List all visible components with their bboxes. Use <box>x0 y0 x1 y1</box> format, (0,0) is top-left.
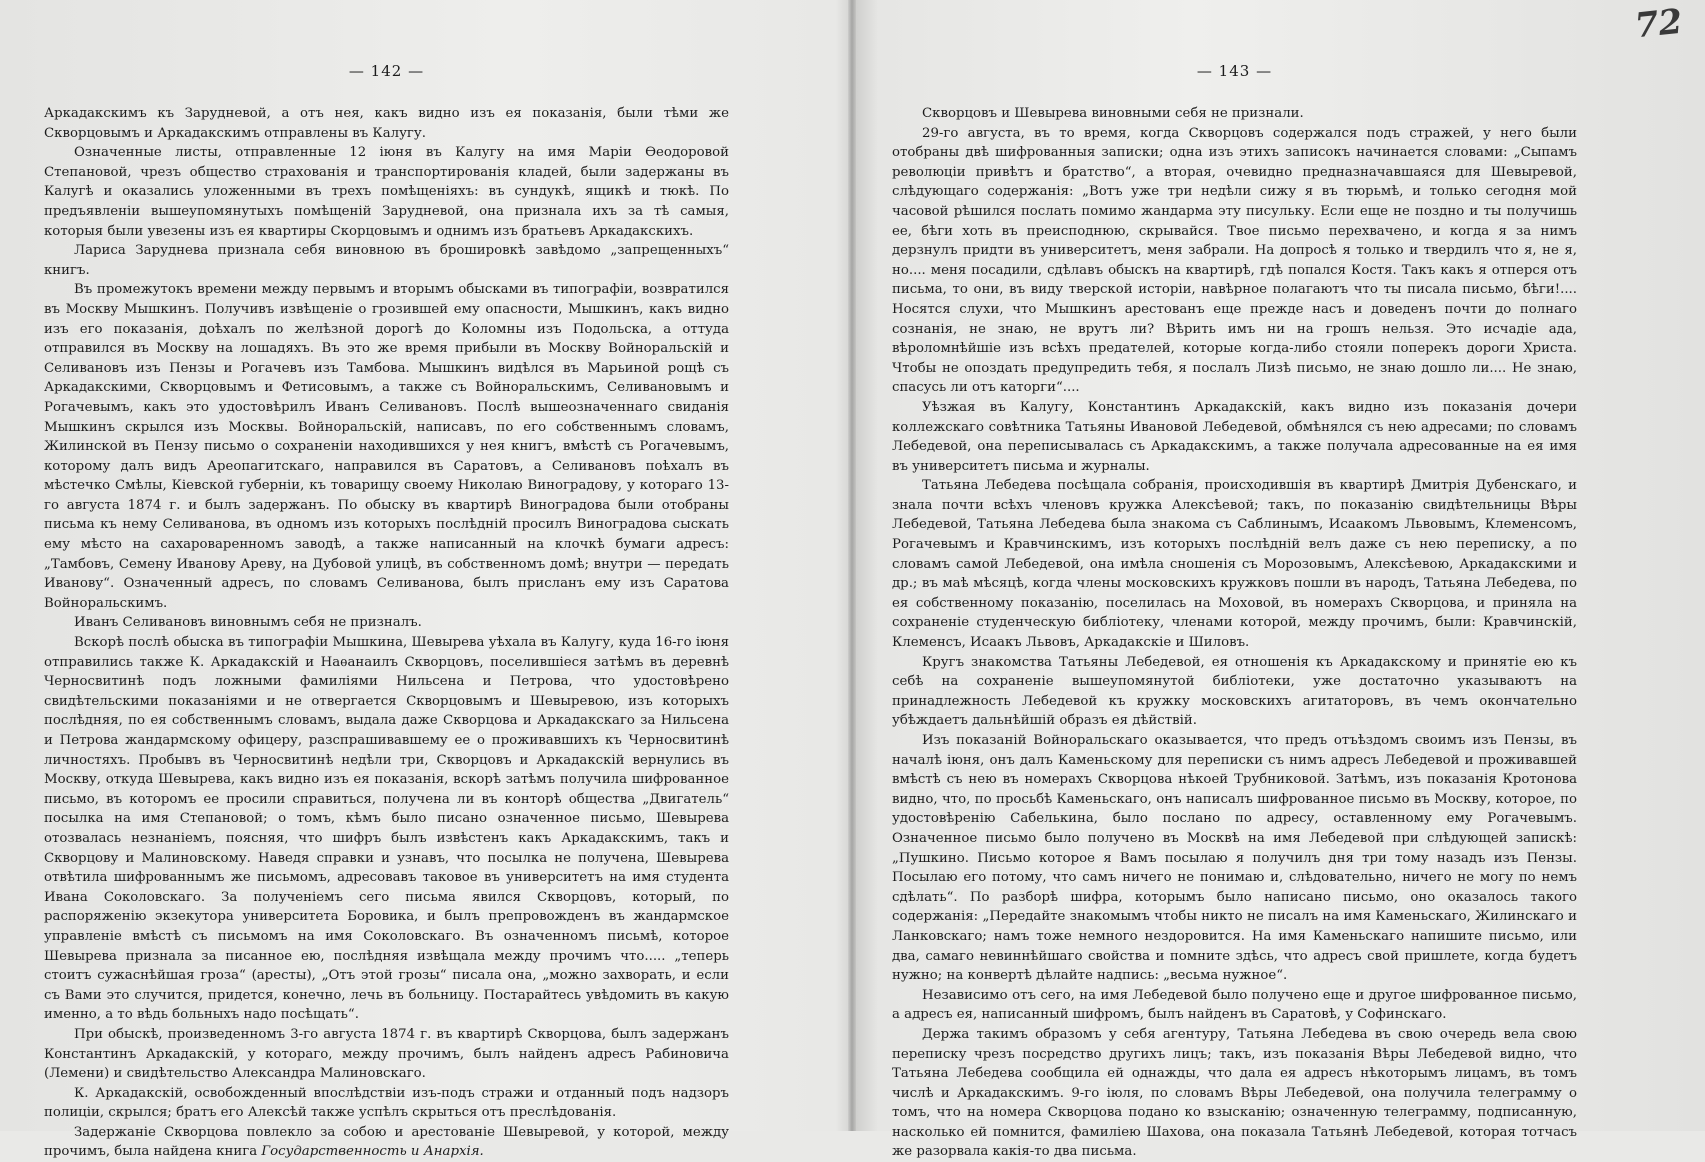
paragraph <box>44 1123 729 1162</box>
paragraph: 29-го августа, въ то время, когда Скворцовъ содержался подъ стражей, у него были отобраны двѣ шифрованныя записки; одна изъ этихъ записокъ начинается словами: „Сыпамъ революціи привѣтъ и братство“, а вторая, очевидно предназначавшаяся для Шевыревой, слѣдующаго содержанія: „Вотъ уже три недѣли сижу я въ тюрьмѣ, и только сегодня мой часовой рѣшился послать помимо жандарма эту писульку. Если еще не поздно и ты получишь ее, бѣги хоть въ преисподнюю, скрывайся. Твое письмо перехвачено, и когда я за нимъ дерзнулъ придти въ университетъ, меня забрали. На допросѣ я только и твердилъ что я, не я, но.... меня посадили, сдѣлавъ обыскъ на квартирѣ, гдѣ попался Костя. Такъ какъ я отперся отъ письма, то они, въ виду тверской исторіи, навѣрное полагаютъ что ты писала письмо, бѣги!.... Носятся слухи, что Мышкинъ арестованъ еще прежде насъ и доведенъ почти до полнаго сознанія, не знаю, не врутъ ли? Вѣрить имъ ни на грошъ нельзя. Это исчадіе ада, вѣроломнѣйшіе изъ всѣхъ предателей, которые когда-либо стояли поперекъ дороги Христа. Чтобы не опоздать предупредить тебя, я послалъ Лизѣ письмо, не знаю дошло ли.... Не знаю, спасусь ли отъ каторги“.... <box>892 125 1577 396</box>
paragraph: Аркадакскимъ къ Зарудневой, а отъ нея, какъ видно изъ ея показанія, были тѣми же Скворцовымъ и Аркадакскимъ отправлены въ Калугу. <box>44 106 729 141</box>
paragraph: Держа такимъ образомъ у себя агентуру, Татьяна Лебедева въ свою очередь вела свою переписку чрезъ посредство другихъ лицъ; такъ, изъ показанія Вѣры Лебедевой видно, что Татьяна Лебедева сообщила ей однажды, что дала ея адресъ нѣкоторымъ лицамъ, въ томъ числѣ и Аркадакскимъ. 9-го іюля, по словамъ Вѣры Лебедевой, она получила телеграмму о томъ, что на номера Скворцова подано ко взысканію; означенную телеграмму, подписанную, насколько ей помнится, фамиліею Шахова, она показала Татьянѣ Лебедевой, которая тотчасъ же разорвала какія-то два письма. <box>892 1026 1577 1160</box>
book-title: Государственность и Анархія. <box>261 1144 484 1160</box>
right-page <box>892 62 1577 1162</box>
paragraph: Независимо отъ сего, на имя Лебедевой было получено еще и другое шифрованное письмо, а адресъ ея, написанный шифромъ, былъ найденъ въ Саратовѣ, у Софинскаго. <box>892 987 1577 1023</box>
book-gutter <box>848 0 856 1131</box>
right-page-text <box>892 104 1577 1162</box>
paragraph: Изъ показаній Войноральскаго оказывается, что предъ отъѣздомъ своимъ изъ Пензы, въ началѣ іюня, онъ далъ Каменьскому для переписки съ нимъ адресъ Лебедевой и проживавшей вмѣстѣ съ нею въ номерахъ Скворцова нѣкоей Трубниковой. Затѣмъ, изъ показанія Кротонова видно, что, по просьбѣ Каменьскаго, онъ написалъ шифрованное письмо въ Москву, которое, по удостовѣренію Сабелькина, было послано по адресу, оставленному ему Рогачевымъ. Означенное письмо было получено въ Москвѣ на имя Лебедевой при слѣдующей запискѣ: „Пушкино. Письмо которое я Вамъ посылаю я получилъ дня три тому назадъ изъ Пензы. Посылаю его потому, что самъ ничего не понимаю и, слѣдовательно, ничего не могу по немъ сдѣлать“. По разборѣ шифра, которымъ было написано письмо, оно оказалось такого содержанія: „Передайте знакомымъ чтобы никто не писалъ на имя Каменьскаго, Жилинскаго и Ланковскаго; намъ тоже немного нездоровится. На имя Каменьскаго напишите письмо, или два, самаго невиннѣйшаго свойства и помните здѣсь, что адресъ свой пришлете, когда будетъ нужно; на конвертѣ дѣлайте надпись: „весьма нужное“. <box>892 733 1577 984</box>
paragraph: Татьяна Лебедева посѣщала собранія, происходившія въ квартирѣ Дмитрія Дубенскаго, и знала почти всѣхъ членовъ кружка Алексѣевой; такъ, по показанію свидѣтельницы Вѣры Лебедевой, Татьяна Лебедева была знакома съ Саблинымъ, Исаакомъ Львовымъ, Клеменсомъ, Рогачевымъ и Кравчинскимъ, изъ которыхъ послѣдній велъ даже съ нею переписку, а по словамъ самой Лебедевой, она имѣла сношенія съ Морозовымъ, Алексѣевою, Аркадакскими и др.; въ маѣ мѣсяцѣ, когда члены московскихъ кружковъ пошли въ народъ, Татьяна Лебедева, по ея собственному показанію, поселилась на Моховой, въ номерахъ Скворцова, и приняла на сохраненіе студенческую библіотеку, членами которой, между прочимъ, были: Кравчинскій, Клеменсъ, Исаакъ Львовъ, Аркадакскіе и Шиловъ. <box>892 478 1577 651</box>
paragraph: Въ промежутокъ времени между первымъ и вторымъ обысками въ типографіи, возвратился въ Москву Мышкинъ. Получивъ извѣщеніе о грозившей ему опасности, Мышкинъ, какъ видно изъ его показанія, доѣхалъ по желѣзной дорогѣ до Коломны изъ Подольска, а оттуда отправился въ Москву на лошадяхъ. Въ это же время прибыли въ Москву Войноральскій и Селивановъ изъ Пензы и Рогачевъ изъ Тамбова. Мышкинъ видѣлся въ Марьиной рощѣ съ Аркадакскими, Скворцовымъ и Фетисовымъ, а также съ Войноральскимъ, Селивановымъ и Рогачевымъ, какъ это удостовѣрилъ Иванъ Селивановъ. Послѣ вышеозначеннаго свиданія Мышкинъ скрылся изъ Москвы. Войноральскій, написавъ, по его собственнымъ словамъ, Жилинской въ Пензу письмо о сохраненіи находившихся у нея книгъ, вмѣстѣ съ Рогачевымъ, которому далъ видъ Ареопагитскаго, направился въ Саратовъ, а Селивановъ поѣхалъ въ мѣстечко Смѣлы, Кіевской губерніи, къ товарищу своему Николаю Виноградову, у котораго 13-го августа 1874 г. и былъ задержанъ. По обыску въ квартирѣ Виноградова были отобраны письма къ нему Селиванова, въ одномъ изъ которыхъ послѣдній просилъ Виноградова сыскать ему мѣсто на сахароваренномъ заводѣ, а также написанный на клочкѣ бумаги адресъ: „Тамбовъ, Семену Иванову Ареву, на Дубовой улицѣ, въ собственномъ домѣ; внутри — передать Иванову“. Означенный адресъ, по словамъ Селиванова, былъ присланъ ему изъ Саратова Войноральскимъ. <box>44 282 729 611</box>
left-page-number: — 142 — <box>348 62 425 80</box>
paragraph: Лариса Заруднева признала себя виновною въ брошировкѣ завѣдомо „запрещенныхъ“ книгъ. <box>44 243 729 278</box>
paragraph: Вскорѣ послѣ обыска въ типографіи Мышкина, Шевырева уѣхала въ Калугу, куда 16-го іюня отправились также К. Аркадакскій и Наѳанаилъ Скворцовъ, поселившіеся затѣмъ въ деревнѣ Черносвитинѣ подъ ложными фамиліями Нильсена и Петрова, что удостовѣрено свидѣтельскими показаніями и не отвергается Скворцовымъ и Шевыревою, изъ которыхъ послѣдняя, по ея собственнымъ словамъ, выдала даже Скворцова и Аркадакскаго за Нильсена и Петрова жандармскому офицеру, разспрашивавшему ее о проживавшихъ къ Черносвитинѣ личностяхъ. Пробывъ въ Черносвитинѣ недѣли три, Скворцовъ и Аркадакскій вернулись въ Москву, откуда Шевырева, какъ видно изъ ея показанія, вскорѣ затѣмъ получила шифрованное письмо, въ которомъ ее просили справиться, получена ли въ конторѣ общества „Двигатель“ посылка на имя Степановой; о томъ, кѣмъ было писано означенное письмо, Шевырева отозвалась незнаніемъ, поясняя, что шифръ былъ извѣстенъ какъ Аркадакскимъ, такъ и Скворцову и Малиновскому. Наведя справки и узнавъ, что посылка не получена, Шевырева отвѣтила шифрованнымъ же письмомъ, адресовавъ таковое въ университетъ на имя студента Ивана Соколовскаго. За полученіемъ сего письма явился Скворцовъ, который, по распоряженію экзекутора университета Боровика, и былъ препровожденъ въ жандармское управленіе вмѣстѣ съ письмомъ на имя Соколовскаго. Въ означенномъ письмѣ, которое Шевырева признала за писанное ею, послѣдняя извѣщала между прочимъ что..... „теперь стоитъ сужаснѣйшая гроза“ (аресты), „Отъ этой грозы“ писала она, „можно захворать, и если съ Вами это случится, придется, конечно, лечь въ больницу. Постарайтесь увѣдомить въ какую именно, а то вѣдь больныхъ надо посѣщать“. <box>44 635 729 1023</box>
paragraph: Уѣзжая въ Калугу, Константинъ Аркадакскій, какъ видно изъ показанія дочери коллежскаго совѣтника Татьяны Ивановой Лебедевой, обмѣнялся съ нею адресами; по словамъ Лебедевой, она переписывалась съ Аркадакскимъ, а также получала адресованные на ея имя въ университетъ письма и журналы. <box>892 399 1577 474</box>
right-page-number: — 143 — <box>1196 62 1273 80</box>
paragraph: Означенные листы, отправленные 12 іюня въ Калугу на имя Маріи Ѳеодоровой Степановой, чрезъ общество страхованія и транспортированія кладей, были задержаны въ Калугѣ и оказались уложенными въ трехъ помѣщеніяхъ: въ сундукѣ, ящикѣ и тюкѣ. По предъявленіи вышеупомянутыхъ помѣщеній Зарудневой, она признала ихъ за тѣ самыя, которыя были увезены изъ ея квартиры Скорцовымъ и однимъ изъ братьевъ Аркадакскихъ. <box>44 145 729 239</box>
paragraph: Кругъ знакомства Татьяны Лебедевой, ея отношенія къ Аркадакскому и принятіе ею къ себѣ на сохраненіе вышеупомянутой библіотеки, уже достаточно указываютъ на принадлежность Лебедевой къ кружку московскихъ агитаторовъ, въ чемъ окончательно убѣждаетъ дальнѣйшій образъ ея дѣйствій. <box>892 654 1577 729</box>
paragraph-text: Задержаніе Скворцова повлекло за собою и арестованіе Шевыревой, у которой, между прочимъ, была найдена книга <box>44 1124 729 1160</box>
paragraph: Иванъ Селивановъ виновнымъ себя не призналъ. <box>74 615 422 631</box>
paragraph: При обыскѣ, произведенномъ 3-го августа 1874 г. въ квартирѣ Скворцова, былъ задержанъ Константинъ Аркадакскій, у котораго, между прочимъ, былъ найденъ адресъ Рабиновича (Лемени) и свидѣтельство Александра Малиновскаго. <box>44 1026 729 1082</box>
paragraph: Скворцовъ и Шевырева виновными себя не признали. <box>922 106 1304 121</box>
paragraph: К. Аркадакскій, освобожденный впослѣдствіи изъ-подъ стражи и отданный подъ надзоръ полиціи, скрылся; братъ его Алексѣй также успѣлъ скрыться отъ преслѣдованія. <box>44 1085 729 1121</box>
left-page-text <box>44 104 729 1162</box>
left-page <box>44 62 729 1162</box>
folio-mark: 72 <box>1633 1 1685 47</box>
